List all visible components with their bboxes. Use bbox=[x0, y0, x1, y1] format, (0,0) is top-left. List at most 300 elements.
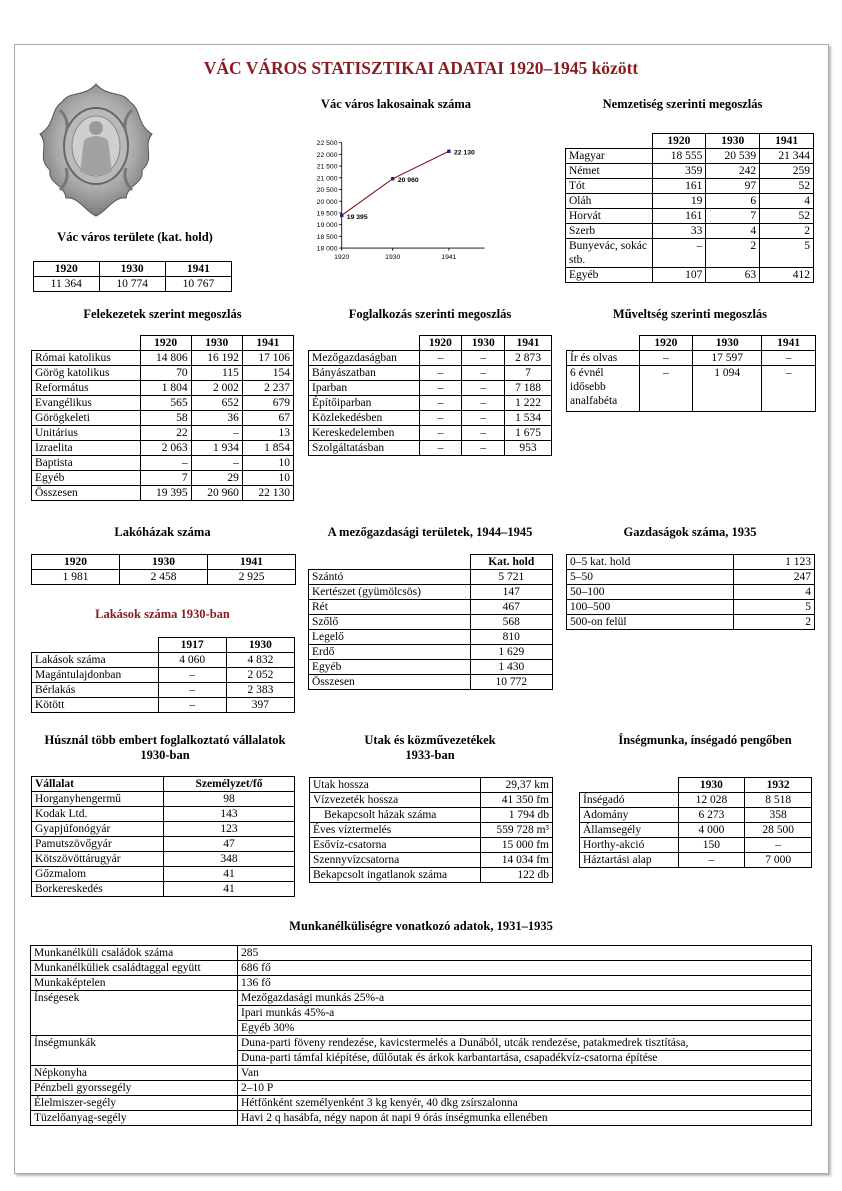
row-value: 70 bbox=[140, 366, 191, 381]
row-label: 0–5 kat. hold bbox=[567, 555, 734, 570]
row-label: Református bbox=[32, 381, 141, 396]
table-row bbox=[310, 793, 553, 808]
row-label: Pénzbeli gyorssegély bbox=[31, 1081, 238, 1096]
row-value: 147 bbox=[470, 585, 553, 600]
row-value: 7 bbox=[505, 366, 552, 381]
row-value: 29 bbox=[191, 471, 242, 486]
companies-heading: Húsznál több embert foglalkoztató vállalatok 1930-ban bbox=[44, 733, 286, 762]
row-label: 50–100 bbox=[567, 585, 734, 600]
table-row bbox=[309, 615, 553, 630]
row-value: 98 bbox=[164, 792, 295, 807]
table-row bbox=[566, 239, 814, 268]
row-value: 20 960 bbox=[191, 486, 242, 501]
table-row bbox=[32, 837, 295, 852]
farms-table bbox=[566, 554, 815, 630]
row-value: 18 555 bbox=[652, 149, 706, 164]
table-row bbox=[309, 660, 553, 675]
row-value: 348 bbox=[164, 852, 295, 867]
table-row bbox=[309, 411, 552, 426]
row-value: Mezőgazdasági munkás 25%-a bbox=[238, 991, 812, 1006]
area-table: 1920 1930 1941 11 364 10 774 10 767 bbox=[33, 261, 232, 292]
row-label: Egyéb bbox=[309, 660, 471, 675]
row-label: Gőzmalom bbox=[32, 867, 164, 882]
agri-land-table: Kat. hold Szántó 5 721 Kertészet (gyümölcsös) 147 Rét 467 Szőlő 568 Legelő 810 Erdő 1 629 Egyéb 1 430 Összesen 10 772 bbox=[308, 554, 553, 690]
row-value: 17 106 bbox=[242, 351, 293, 366]
table-row bbox=[310, 868, 553, 883]
data-point bbox=[391, 177, 394, 180]
row-value: 2–10 P bbox=[238, 1081, 812, 1096]
table-row bbox=[31, 1051, 812, 1066]
table-row bbox=[567, 555, 815, 570]
unemployment-heading: Munkanélküliségre vonatkozó adatok, 1931–1935 bbox=[289, 919, 553, 933]
table-row bbox=[32, 683, 295, 698]
table-row bbox=[32, 441, 294, 456]
relief-table: 1930 1932 Ínségadó 12 028 8 518 Adomány 6 273 358 Államsegély 4 000 28 500 Horthy-akció 150 – Háztartási alap – 7 000 bbox=[579, 777, 812, 868]
row-label: Gyapjúfonógyár bbox=[32, 822, 164, 837]
table-row bbox=[31, 961, 812, 976]
table-row bbox=[567, 615, 815, 630]
row-value: 1 222 bbox=[505, 396, 552, 411]
row-value: 5 bbox=[760, 239, 814, 268]
row-value: 652 bbox=[191, 396, 242, 411]
row-value: 136 fő bbox=[238, 976, 812, 991]
row-label: Görögkeleti bbox=[32, 411, 141, 426]
row-value: 67 bbox=[242, 411, 293, 426]
table-row bbox=[31, 1066, 812, 1081]
row-value: 52 bbox=[760, 179, 814, 194]
row-label bbox=[31, 1051, 238, 1066]
row-value: 285 bbox=[238, 946, 812, 961]
row-value: 467 bbox=[470, 600, 553, 615]
y-tick-label: 21 000 bbox=[316, 175, 338, 183]
row-value: 161 bbox=[652, 209, 706, 224]
row-label: Bunyevác, sokác stb. bbox=[566, 239, 653, 268]
row-value: – bbox=[745, 838, 812, 853]
population-chart-heading: Vác város lakosainak száma bbox=[320, 97, 472, 111]
row-label: Ínségmunkák bbox=[31, 1036, 238, 1051]
row-value: Ipari munkás 45%-a bbox=[238, 1006, 812, 1021]
row-value: 123 bbox=[164, 822, 295, 837]
y-tick-label: 21 500 bbox=[316, 163, 338, 171]
row-label: Római katolikus bbox=[32, 351, 141, 366]
row-label: Horvát bbox=[566, 209, 653, 224]
table-row bbox=[566, 179, 814, 194]
row-value: 41 350 fm bbox=[480, 793, 552, 808]
row-label: Lakások száma bbox=[32, 653, 159, 668]
row-value: Duna-parti föveny rendezése, kavicstermelés a Dunából, utcák rendezése, patakmedrek tisztítása, bbox=[238, 1036, 812, 1051]
occupation-heading: Foglalkozás szerinti megoszlás bbox=[348, 307, 512, 321]
row-value: Hétfőnként személyenként 3 kg kenyér, 40 dkg zsírszalonna bbox=[238, 1096, 812, 1111]
y-tick-label: 22 500 bbox=[316, 140, 338, 148]
table-row bbox=[566, 164, 814, 179]
row-value: Duna-parti támfal kiépítése, dűlőutak és árkok karbantartása, csapadékvíz-csatorna építése bbox=[238, 1051, 812, 1066]
row-value: – bbox=[462, 366, 505, 381]
religion-table: 1920 1930 1941 Római katolikus 14 806 16 192 17 106 Görög katolikus 70 115 154 Református 1 804 2 002 2 237 Evangélikus 565 652 679 Görögkeleti 58 36 67 Unitárius 22 – 13 Izraelita 2 063 1 934 1 854 Baptista – – 10 Egyéb 7 29 10 Összesen 19 395 20 960 22 130 bbox=[31, 335, 294, 501]
row-value: 1 804 bbox=[140, 381, 191, 396]
row-value: 115 bbox=[191, 366, 242, 381]
row-label: Német bbox=[566, 164, 653, 179]
row-value: Egyéb 30% bbox=[238, 1021, 812, 1036]
row-value: – bbox=[462, 381, 505, 396]
series-line-segment bbox=[342, 179, 393, 216]
row-label: 500-on felül bbox=[567, 615, 734, 630]
religion-heading: Felekezetek szerint megoszlás bbox=[83, 307, 242, 321]
table-row bbox=[32, 792, 295, 807]
row-value: 29,37 km bbox=[480, 778, 552, 793]
row-value: 7 bbox=[140, 471, 191, 486]
row-value: 143 bbox=[164, 807, 295, 822]
row-value: 1 123 bbox=[733, 555, 814, 570]
row-value: 6 bbox=[706, 194, 760, 209]
row-label: 100–500 bbox=[567, 600, 734, 615]
row-value: – bbox=[419, 366, 462, 381]
row-value: 2 873 bbox=[505, 351, 552, 366]
row-value: – bbox=[158, 683, 226, 698]
row-label: Összesen bbox=[32, 486, 141, 501]
row-label: Baptista bbox=[32, 456, 141, 471]
page-title: VÁC VÁROS STATISZTIKAI ADATAI 1920–1945 között bbox=[203, 58, 639, 78]
row-value: 1 934 bbox=[191, 441, 242, 456]
row-label: Munkaképtelen bbox=[31, 976, 238, 991]
row-value: – bbox=[158, 698, 226, 713]
row-label: Horganyhengermű bbox=[32, 792, 164, 807]
row-value: 33 bbox=[652, 224, 706, 239]
row-label bbox=[31, 1021, 238, 1036]
row-value: 122 db bbox=[480, 868, 552, 883]
row-label: Pamutszövőgyár bbox=[32, 837, 164, 852]
row-value: 1 675 bbox=[505, 426, 552, 441]
literacy-heading: Műveltség szerinti megoszlás bbox=[612, 307, 768, 321]
utilities-table bbox=[309, 777, 553, 883]
area-heading: Vác város területe (kat. hold) bbox=[57, 230, 213, 244]
table-row bbox=[580, 823, 812, 838]
row-value: 41 bbox=[164, 867, 295, 882]
table-row bbox=[32, 653, 295, 668]
row-value: 1 430 bbox=[470, 660, 553, 675]
row-label: Szántó bbox=[309, 570, 471, 585]
row-value: 1 534 bbox=[505, 411, 552, 426]
table-row bbox=[310, 778, 553, 793]
row-value: – bbox=[158, 668, 226, 683]
row-value: 4 bbox=[706, 224, 760, 239]
row-value: 10 bbox=[242, 471, 293, 486]
table-row bbox=[309, 630, 553, 645]
table-row bbox=[567, 585, 815, 600]
unemployment-table bbox=[30, 945, 812, 1126]
row-label: Ínségadó bbox=[580, 793, 679, 808]
row-value: 568 bbox=[470, 615, 553, 630]
row-value: 559 728 m³ bbox=[480, 823, 552, 838]
row-value: – bbox=[462, 411, 505, 426]
table-row bbox=[32, 698, 295, 713]
table-row bbox=[567, 600, 815, 615]
table-row bbox=[580, 838, 812, 853]
row-label: Háztartási alap bbox=[580, 853, 679, 868]
row-value: 1 854 bbox=[242, 441, 293, 456]
table-row bbox=[31, 976, 812, 991]
agri-land-heading: A mezőgazdasági területek, 1944–1945 bbox=[327, 525, 533, 539]
row-value: 2 052 bbox=[226, 668, 294, 683]
row-value: 242 bbox=[706, 164, 760, 179]
table-row bbox=[32, 486, 294, 501]
table-row bbox=[32, 381, 294, 396]
row-label: Egyéb bbox=[32, 471, 141, 486]
row-label: Kötszövöttárugyár bbox=[32, 852, 164, 867]
row-value: 2 002 bbox=[191, 381, 242, 396]
row-value: 358 bbox=[745, 808, 812, 823]
table-row bbox=[31, 991, 812, 1006]
nationality-table: 1920 1930 1941 Magyar 18 555 20 539 21 344 Német 359 242 259 Tót 161 97 52 Oláh 19 6 4 Horvát 161 7 52 Szerb 33 4 2 Bunyevác, sokác stb. – 2 5 Egyéb 107 63 412 bbox=[565, 133, 814, 283]
row-value: – bbox=[462, 351, 505, 366]
row-value: 58 bbox=[140, 411, 191, 426]
row-value: 953 bbox=[505, 441, 552, 456]
row-value: 2 bbox=[760, 224, 814, 239]
row-value: 22 130 bbox=[242, 486, 293, 501]
row-value: 2 bbox=[706, 239, 760, 268]
y-tick-label: 19 500 bbox=[316, 210, 338, 218]
row-value: 686 fő bbox=[238, 961, 812, 976]
row-value: 107 bbox=[652, 268, 706, 283]
row-value: 5 721 bbox=[470, 570, 553, 585]
row-label: Bányászatban bbox=[309, 366, 420, 381]
table-row bbox=[309, 675, 553, 690]
table-row bbox=[580, 808, 812, 823]
table-row bbox=[32, 456, 294, 471]
row-label: Kodak Ltd. bbox=[32, 807, 164, 822]
row-value: 2 383 bbox=[226, 683, 294, 698]
row-value: 359 bbox=[652, 164, 706, 179]
table-row bbox=[31, 1036, 812, 1051]
table-row bbox=[32, 867, 295, 882]
table-row bbox=[310, 838, 553, 853]
table-row bbox=[309, 441, 552, 456]
row-value: 21 344 bbox=[760, 149, 814, 164]
row-value: 14 034 fm bbox=[480, 853, 552, 868]
table-row bbox=[309, 570, 553, 585]
row-value: 97 bbox=[706, 179, 760, 194]
row-value: 28 500 bbox=[745, 823, 812, 838]
row-value: – bbox=[678, 853, 745, 868]
occupation-table: 1920 1930 1941 Mezőgazdaságban – – 2 873 Bányászatban – – 7 Iparban – – 7 188 Építőiparban – – 1 222 Közlekedésben – – 1 534 Kereskedelemben – – 1 675 Szolgáltatásban – – 953 bbox=[308, 335, 552, 456]
row-label: Népkonyha bbox=[31, 1066, 238, 1081]
row-label: Erdő bbox=[309, 645, 471, 660]
y-tick-label: 20 000 bbox=[316, 198, 338, 206]
row-value: 16 192 bbox=[191, 351, 242, 366]
row-label: Evangélikus bbox=[32, 396, 141, 411]
row-label: Bekapcsolt ingatlanok száma bbox=[310, 868, 481, 883]
row-label: Rét bbox=[309, 600, 471, 615]
row-value: 2 237 bbox=[242, 381, 293, 396]
nationality-heading: Nemzetiség szerinti megoszlás bbox=[602, 97, 763, 111]
row-value: 13 bbox=[242, 426, 293, 441]
table-row bbox=[310, 853, 553, 868]
row-label: Egyéb bbox=[566, 268, 653, 283]
flats-heading: Lakások száma 1930-ban bbox=[95, 607, 230, 621]
row-label: Borkereskedés bbox=[32, 882, 164, 897]
data-point bbox=[340, 214, 343, 217]
table-row bbox=[309, 381, 552, 396]
row-value: 7 bbox=[706, 209, 760, 224]
row-value: 397 bbox=[226, 698, 294, 713]
row-value: 6 273 bbox=[678, 808, 745, 823]
x-tick-label: 1941 bbox=[441, 254, 457, 262]
row-value: 10 bbox=[242, 456, 293, 471]
row-label: Bekapcsolt házak száma bbox=[310, 808, 481, 823]
table-row bbox=[309, 645, 553, 660]
table-row bbox=[309, 366, 552, 381]
row-value: 2 bbox=[733, 615, 814, 630]
row-label: Összesen bbox=[309, 675, 471, 690]
row-label: Horthy-akció bbox=[580, 838, 679, 853]
row-value: 1 629 bbox=[470, 645, 553, 660]
companies-table: Vállalat Személyzet/fő Horganyhengermű 98 Kodak Ltd. 143 Gyapjúfonógyár 123 Pamutszövőgyár 47 Kötszövöttárugyár 348 Gőzmalom 41 Borkereskedés 41 bbox=[31, 776, 295, 897]
x-tick-label: 1920 bbox=[334, 254, 350, 262]
row-label: Esővíz-csatorna bbox=[310, 838, 481, 853]
data-label: 20 960 bbox=[397, 177, 419, 185]
row-value: – bbox=[462, 441, 505, 456]
table-row bbox=[32, 396, 294, 411]
row-value: – bbox=[419, 441, 462, 456]
table-row bbox=[309, 585, 553, 600]
table-row bbox=[32, 852, 295, 867]
y-tick-label: 22 000 bbox=[316, 151, 338, 159]
row-value: 7 000 bbox=[745, 853, 812, 868]
table-row bbox=[31, 946, 812, 961]
row-label: Szolgáltatásban bbox=[309, 441, 420, 456]
row-label: Munkanélküliek családtaggal együtt bbox=[31, 961, 238, 976]
row-value: Havi 2 q hasábfa, négy napon át napi 9 órás ínségmunka ellenében bbox=[238, 1111, 812, 1126]
row-label: Építőiparban bbox=[309, 396, 420, 411]
table-row bbox=[566, 194, 814, 209]
stone-relief-image bbox=[30, 80, 162, 220]
table-row bbox=[310, 823, 553, 838]
row-label: Kereskedelemben bbox=[309, 426, 420, 441]
row-value: 679 bbox=[242, 396, 293, 411]
row-label: Görög katolikus bbox=[32, 366, 141, 381]
row-label: Adomány bbox=[580, 808, 679, 823]
row-value: – bbox=[191, 426, 242, 441]
row-value: – bbox=[191, 456, 242, 471]
row-value: – bbox=[462, 426, 505, 441]
table-row bbox=[31, 1111, 812, 1126]
row-value: 52 bbox=[760, 209, 814, 224]
row-value: 565 bbox=[140, 396, 191, 411]
table-row bbox=[31, 1081, 812, 1096]
row-value: 7 188 bbox=[505, 381, 552, 396]
row-label: Szőlő bbox=[309, 615, 471, 630]
row-value: 1 794 db bbox=[480, 808, 552, 823]
relief-heading: Ínségmunka, ínségadó pengőben bbox=[618, 733, 792, 747]
row-value: 22 bbox=[140, 426, 191, 441]
row-value: – bbox=[419, 381, 462, 396]
row-label: Kertészet (gyümölcsös) bbox=[309, 585, 471, 600]
y-tick-label: 19 000 bbox=[316, 222, 338, 230]
row-label: Közlekedésben bbox=[309, 411, 420, 426]
table-row bbox=[566, 149, 814, 164]
row-value: 150 bbox=[678, 838, 745, 853]
row-value: 154 bbox=[242, 366, 293, 381]
table-row bbox=[309, 426, 552, 441]
row-label bbox=[31, 1006, 238, 1021]
row-value: 4 bbox=[760, 194, 814, 209]
y-tick-label: 20 500 bbox=[316, 187, 338, 195]
row-value: 5 bbox=[733, 600, 814, 615]
table-row bbox=[580, 853, 812, 868]
row-label: Izraelita bbox=[32, 441, 141, 456]
table-row bbox=[32, 471, 294, 486]
farms-heading: Gazdaságok száma, 1935 bbox=[623, 525, 757, 539]
table-row bbox=[31, 1021, 812, 1036]
row-value: Van bbox=[238, 1066, 812, 1081]
row-value: – bbox=[419, 351, 462, 366]
literacy-table: 1920 1930 1941 Ír és olvas – 17 597 – 6 évnél idősebb analfabéta – 1 094 – bbox=[566, 335, 816, 412]
series-line-segment bbox=[393, 151, 449, 178]
utilities-heading: Utak és közművezetékek 1933-ban bbox=[364, 733, 496, 762]
table-row bbox=[309, 396, 552, 411]
table-row bbox=[566, 224, 814, 239]
table-row bbox=[31, 1006, 812, 1021]
row-value: 4 060 bbox=[158, 653, 226, 668]
row-value: 20 539 bbox=[706, 149, 760, 164]
table-row bbox=[31, 1096, 812, 1111]
row-label: Szennyvízcsatorna bbox=[310, 853, 481, 868]
row-label: Iparban bbox=[309, 381, 420, 396]
row-value: 19 395 bbox=[140, 486, 191, 501]
table-row bbox=[309, 600, 553, 615]
data-point bbox=[447, 150, 450, 153]
data-label: 22 130 bbox=[453, 149, 475, 157]
row-value: 4 832 bbox=[226, 653, 294, 668]
row-label: Tót bbox=[566, 179, 653, 194]
table-row bbox=[32, 882, 295, 897]
data-label: 19 395 bbox=[346, 213, 368, 221]
row-value: 259 bbox=[760, 164, 814, 179]
table-row bbox=[567, 570, 815, 585]
houses-heading: Lakóházak száma bbox=[114, 525, 211, 539]
row-value: 8 518 bbox=[745, 793, 812, 808]
table-row bbox=[310, 808, 553, 823]
table-row bbox=[32, 668, 295, 683]
row-value: – bbox=[462, 396, 505, 411]
x-tick-label: 1930 bbox=[385, 254, 401, 262]
row-value: 36 bbox=[191, 411, 242, 426]
row-value: 247 bbox=[733, 570, 814, 585]
flats-table: 1917 1930 Lakások száma 4 060 4 832 Magántulajdonban – 2 052 Bérlakás – 2 383 Kötött – 397 bbox=[31, 637, 295, 713]
table-row bbox=[32, 411, 294, 426]
row-label: Magyar bbox=[566, 149, 653, 164]
row-label: Vízvezeték hossza bbox=[310, 793, 481, 808]
row-value: – bbox=[419, 411, 462, 426]
table-row bbox=[580, 793, 812, 808]
table-row bbox=[566, 209, 814, 224]
row-value: 810 bbox=[470, 630, 553, 645]
table-row bbox=[32, 366, 294, 381]
row-label: Oláh bbox=[566, 194, 653, 209]
table-row bbox=[32, 351, 294, 366]
row-value: – bbox=[140, 456, 191, 471]
row-value: – bbox=[652, 239, 706, 268]
row-label: Munkanélküli családok száma bbox=[31, 946, 238, 961]
row-label: Szerb bbox=[566, 224, 653, 239]
row-value: 15 000 fm bbox=[480, 838, 552, 853]
row-value: 63 bbox=[706, 268, 760, 283]
row-label: Legelő bbox=[309, 630, 471, 645]
row-label: Éves víztermelés bbox=[310, 823, 481, 838]
row-label: 5–50 bbox=[567, 570, 734, 585]
row-value: 4 000 bbox=[678, 823, 745, 838]
row-value: 2 063 bbox=[140, 441, 191, 456]
row-value: 412 bbox=[760, 268, 814, 283]
